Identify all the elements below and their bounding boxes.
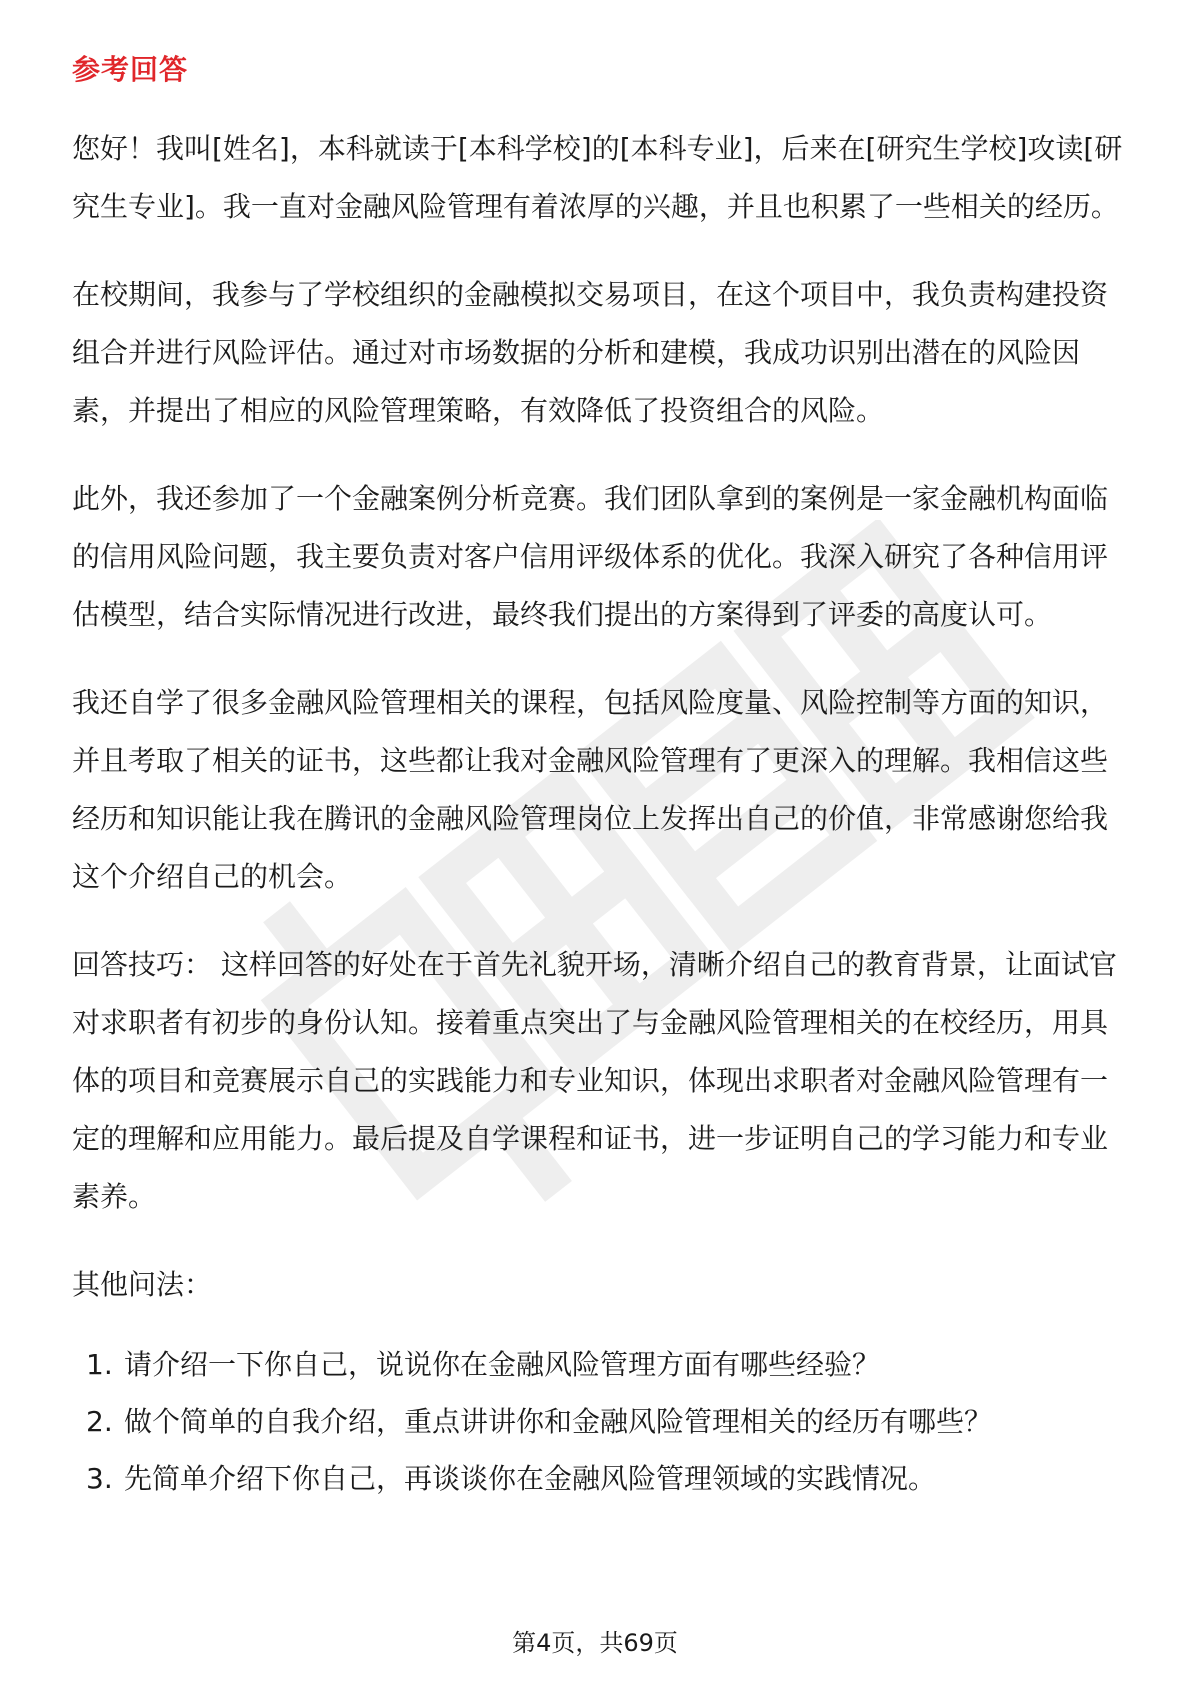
answer-paragraph: 您好！我叫[姓名]，本科就读于[本科学校]的[本科专业]，后来在[研究生学校]攻读[研究生专业]。我一直对金融风险管理有着浓厚的兴趣，并且也积累了一些相关的经历。 bbox=[72, 132, 1123, 223]
list-item bbox=[86, 1393, 1127, 1450]
answer-paragraph: 在校期间，我参与了学校组织的金融模拟交易项目，在这个项目中，我负责构建投资组合并进行风险评估。通过对市场数据的分析和建模，我成功识别出潜在的风险因素，并提出了相应的风险管理策略，有效降低了投资组合的风险。 bbox=[72, 278, 1109, 427]
list-item-number: 1. bbox=[86, 1348, 113, 1381]
list-item-number: 3. bbox=[86, 1462, 113, 1495]
answer-content bbox=[72, 120, 1127, 1507]
list-item-text: 做个简单的自我介绍，重点讲讲你和金融风险管理相关的经历有哪些？ bbox=[124, 1405, 993, 1438]
answer-paragraph: 此外，我还参加了一个金融案例分析竞赛。我们团队拿到的案例是一家金融机构面临的信用风险问题，我主要负责对客户信用评级体系的优化。我深入研究了各种信用评估模型，结合实际情况进行改进，最终我们提出的方案得到了评委的高度认可。 bbox=[72, 482, 1109, 631]
list-item-text: 请介绍一下你自己，说说你在金融风险管理方面有哪些经验？ bbox=[124, 1348, 881, 1381]
list-item bbox=[86, 1336, 1127, 1393]
section-title: 参考回答 bbox=[72, 53, 189, 86]
other-questions-label: 其他问法： bbox=[72, 1268, 213, 1301]
other-questions-list bbox=[72, 1336, 1127, 1507]
answer-paragraph: 我还自学了很多金融风险管理相关的课程，包括风险度量、风险控制等方面的知识，并且考取了相关的证书，这些都让我对金融风险管理有了更深入的理解。我相信这些经历和知识能让我在腾讯的金融风险管理岗位上发挥出自己的价值，非常感谢您给我这个介绍自己的机会。 bbox=[72, 686, 1109, 893]
answer-tip: 回答技巧： 这样回答的好处在于首先礼貌开场，清晰介绍自己的教育背景，让面试官对求职者有初步的身份认知。接着重点突出了与金融风险管理相关的在校经历，用具体的项目和竞赛展示自己的实践能力和专业知识，体现出求职者对金融风险管理有一定的理解和应用能力。最后提及自学课程和证书，进一步证明自己的学习能力和专业素养。 bbox=[72, 948, 1117, 1213]
list-item bbox=[86, 1450, 1127, 1507]
page-footer: 第4页，共69页 bbox=[512, 1629, 678, 1657]
list-item-number: 2. bbox=[86, 1405, 113, 1438]
list-item-text: 先简单介绍下你自己，再谈谈你在金融风险管理领域的实践情况。 bbox=[124, 1462, 937, 1495]
